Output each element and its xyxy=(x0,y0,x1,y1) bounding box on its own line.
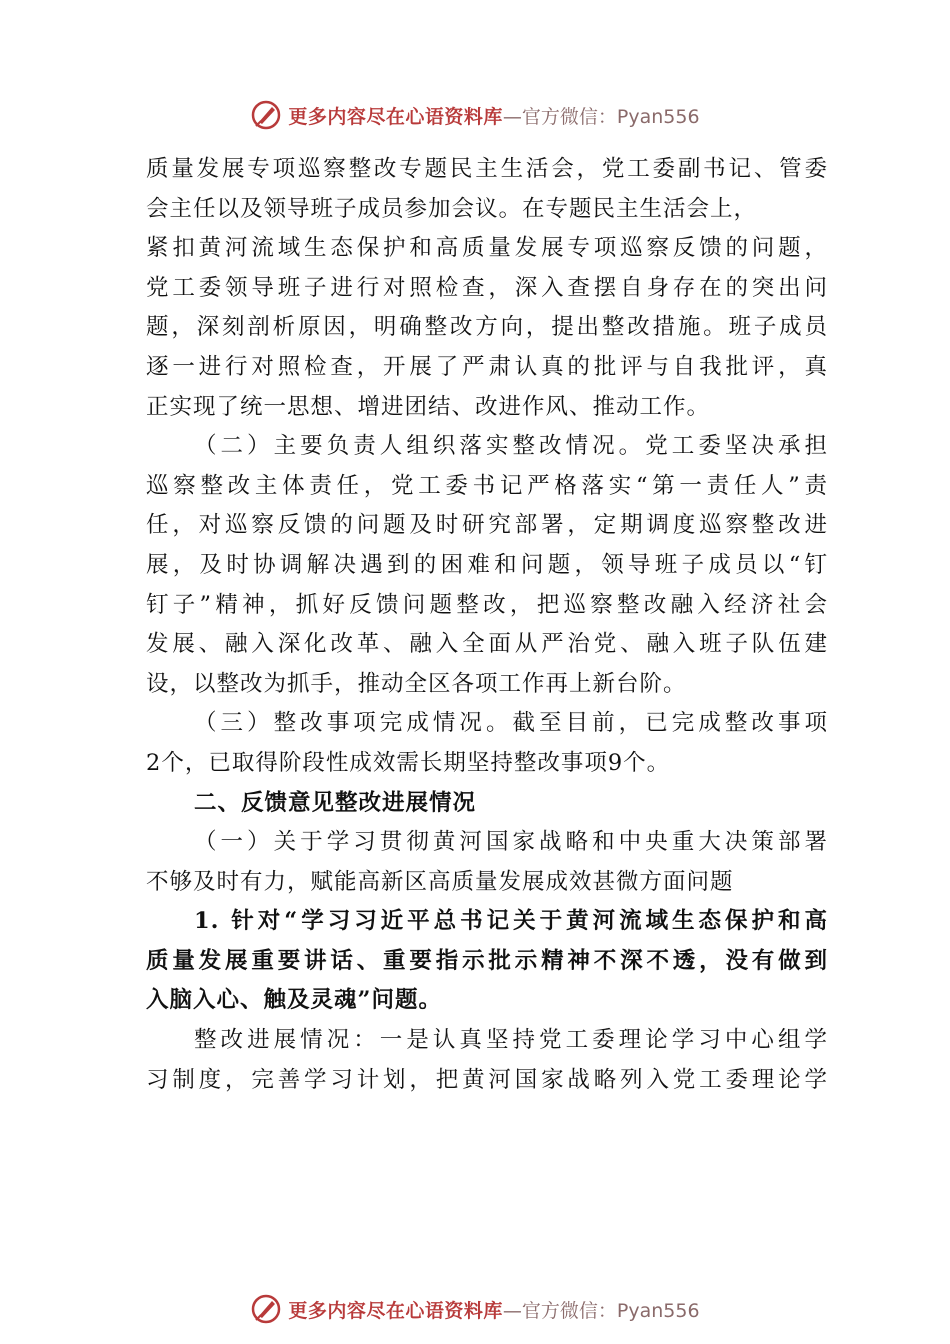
text-line: 会主任以及领导班子成员参加会议。在专题民主生活会上， xyxy=(146,195,758,222)
pen-circle-logo-icon xyxy=(250,1293,282,1325)
text-line: 紧扣黄河流域生态保护和高质量发展专项巡察反馈的问题， xyxy=(146,235,828,262)
header-banner xyxy=(0,95,950,135)
section-paragraph-start: （二）主要负责人组织落实整改情况。党工委坚决承担 xyxy=(194,433,828,460)
item-title-cont: 入脑入心、触及灵魂”问题。 xyxy=(146,987,442,1014)
text-line: 巡察整改主体责任，党工委书记严格落实“第一责任人”责 xyxy=(146,472,828,499)
text-line: 设，以整改为抓手，推动全区各项工作再上新台阶。 xyxy=(146,670,687,697)
text-line: 质量发展专项巡察整改专题民主生活会，党工委副书记、管委 xyxy=(146,156,828,182)
banner-red-text: 更多内容尽在心语资料库 xyxy=(288,1299,503,1322)
item-title: 1. 针对“学习习近平总书记关于黄河流域生态保护和高 xyxy=(194,908,828,935)
progress-paragraph-start: 整改进展情况：一是认真坚持党工委理论学习中心组学 xyxy=(194,1027,828,1054)
pen-circle-logo-icon xyxy=(250,99,282,131)
text-line: 习制度，完善学习计划，把黄河国家战略列入党工委理论学 xyxy=(146,1066,828,1093)
text-line: 2个，已取得阶段性成效需长期坚持整改事项9个。 xyxy=(146,749,671,776)
text-line: 正实现了统一思想、增进团结、改进作风、推动工作。 xyxy=(146,393,711,420)
section-heading: 二、反馈意见整改进展情况 xyxy=(194,789,477,816)
text-line: 钉子”精神，抓好反馈问题整改，把巡察整改融入经济社会 xyxy=(146,591,828,618)
banner-wechat-text: —官方微信：Pyan556 xyxy=(502,1299,700,1322)
text-line: 题，深刻剖析原因，明确整改方向，提出整改措施。班子成员 xyxy=(146,314,828,341)
section-paragraph-start: （三）整改事项完成情况。截至目前，已完成整改事项 xyxy=(194,710,828,737)
text-line: 发展、融入深化改革、融入全面从严治党、融入班子队伍建 xyxy=(146,631,828,658)
text-line: 逐一进行对照检查，开展了严肃认真的批评与自我批评，真 xyxy=(146,353,828,380)
item-title-cont: 质量发展重要讲话、重要指示批示精神不深不透，没有做到 xyxy=(146,947,828,974)
subsection-title: （一）关于学习贯彻黄河国家战略和中央重大决策部署 xyxy=(194,829,828,856)
subsection-title-cont: 不够及时有力，赋能高新区高质量发展成效甚微方面问题 xyxy=(146,868,734,895)
banner-wechat-text: —官方微信：Pyan556 xyxy=(502,105,700,128)
text-line: 任，对巡察反馈的问题及时研究部署，定期调度巡察整改进 xyxy=(146,512,828,539)
footer-banner xyxy=(0,1289,950,1329)
document-body xyxy=(146,150,828,1100)
banner-red-text: 更多内容尽在心语资料库 xyxy=(288,105,503,128)
text-line: 党工委领导班子进行对照检查，深入查摆自身存在的突出问 xyxy=(146,274,828,301)
text-line: 展，及时协调解决遇到的困难和问题，领导班子成员以“钉 xyxy=(146,551,828,578)
